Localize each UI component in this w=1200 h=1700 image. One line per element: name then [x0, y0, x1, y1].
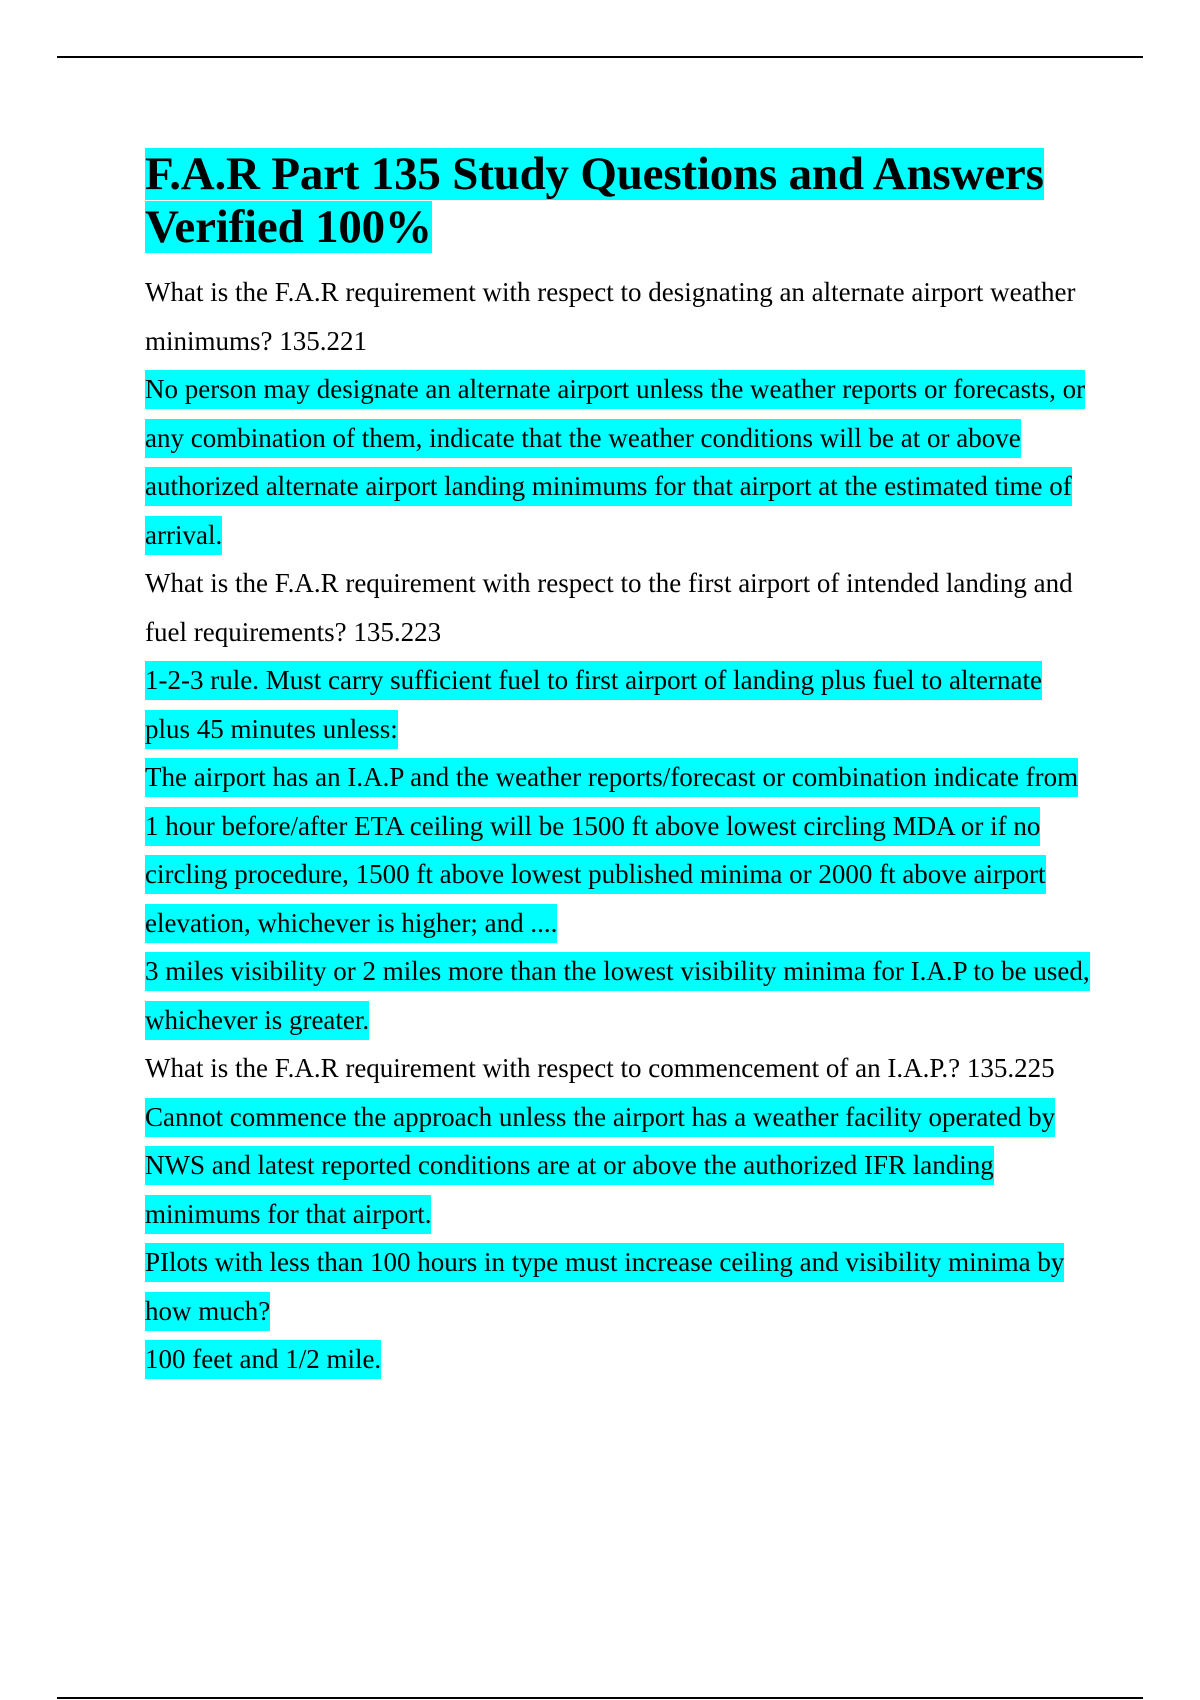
question-paragraph — [145, 1044, 1090, 1093]
answer-paragraph — [145, 1093, 1090, 1239]
footer-rule — [57, 1697, 1143, 1699]
highlighted-text: Cannot commence the approach unless the airport has a weather facility operated by NWS and latest reported conditions are at or above the authorized IFR landing minimums for that airport. — [145, 1098, 1055, 1234]
answer-paragraph — [145, 753, 1090, 947]
highlighted-text: 1-2-3 rule. Must carry sufficient fuel to first airport of landing plus fuel to alternate plus 45 minutes unless: — [145, 661, 1042, 749]
header-rule — [57, 56, 1143, 58]
question-paragraph — [145, 1238, 1090, 1335]
answer-paragraph — [145, 947, 1090, 1044]
paragraph-text: What is the F.A.R requirement with respect to the first airport of intended landing and fuel requirements? 135.223 — [145, 568, 1073, 647]
answer-paragraph — [145, 365, 1090, 559]
highlighted-text: No person may designate an alternate airport unless the weather reports or forecasts, or any combination of them, indicate that the weather conditions will be at or above authorized alternate airport landing minimums for that airport at the estimated time of arrival. — [145, 370, 1085, 555]
highlighted-text: 3 miles visibility or 2 miles more than the lowest visibility minima for I.A.P to be used, whichever is greater. — [145, 952, 1090, 1040]
answer-paragraph — [145, 1335, 1090, 1384]
highlighted-text: 100 feet and 1/2 mile. — [145, 1340, 381, 1379]
document-body — [145, 148, 1090, 1384]
document-title — [145, 148, 1090, 254]
highlighted-text: The airport has an I.A.P and the weather reports/forecast or combination indicate from 1 hour before/after ETA ceiling will be 1500 ft above lowest circling MDA or if no circling procedure, 1500 ft above lowest published minima or 2000 ft above airport elevation, whichever is higher; and .... — [145, 758, 1078, 943]
question-paragraph — [145, 559, 1090, 656]
question-paragraph — [145, 268, 1090, 365]
document-title-text: F.A.R Part 135 Study Questions and Answers Verified 100% — [145, 148, 1044, 253]
answer-paragraph — [145, 656, 1090, 753]
paragraph-text: What is the F.A.R requirement with respect to designating an alternate airport weather minimums? 135.221 — [145, 277, 1076, 356]
paragraph-text: What is the F.A.R requirement with respect to commencement of an I.A.P.? 135.225 — [145, 1053, 1055, 1083]
highlighted-text: PIlots with less than 100 hours in type must increase ceiling and visibility minima by how much? — [145, 1243, 1064, 1331]
